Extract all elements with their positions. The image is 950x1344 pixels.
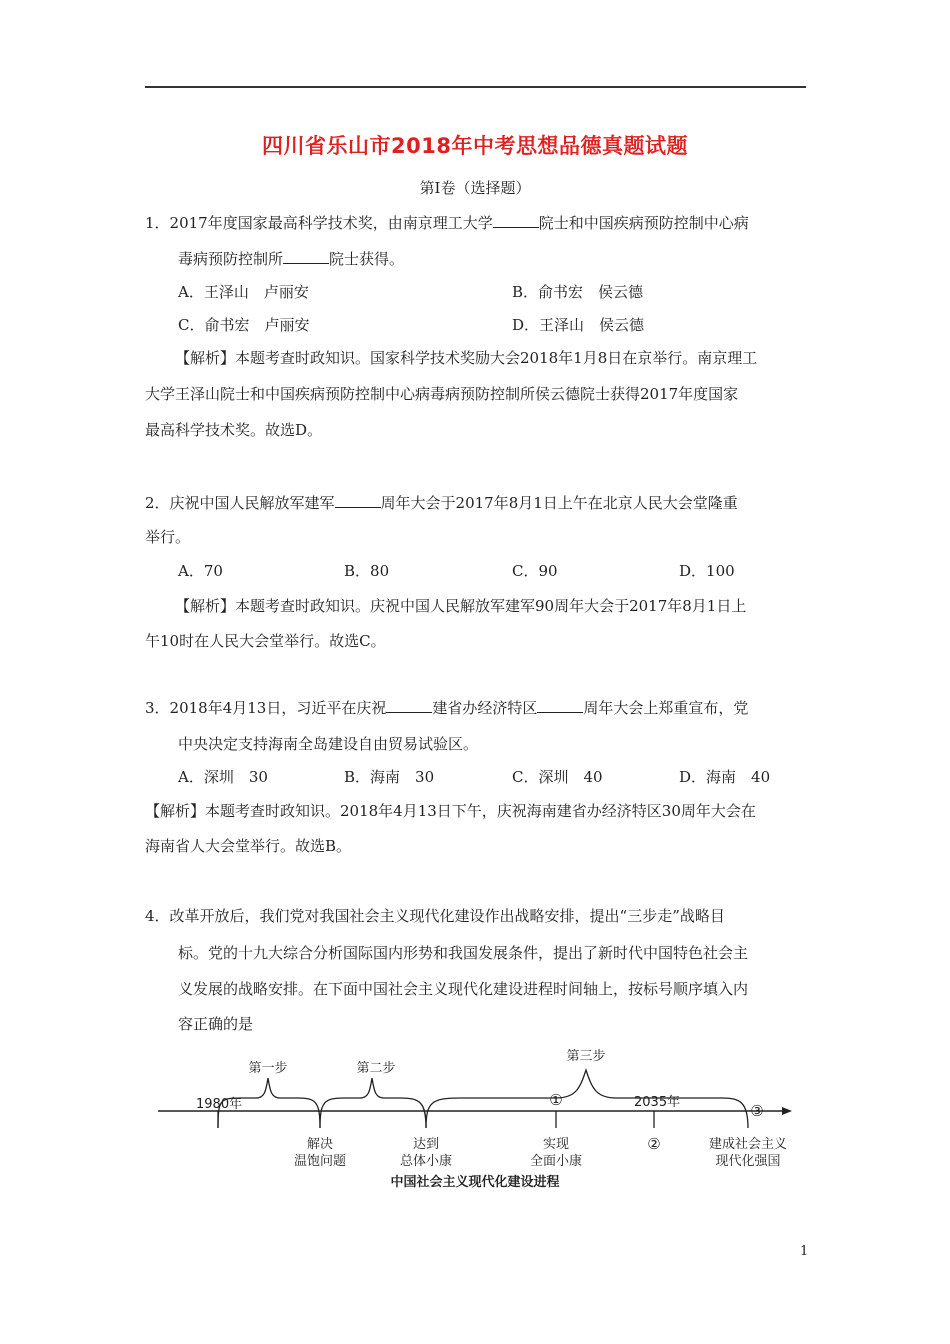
node-3-line-2: 全面小康 bbox=[529, 1154, 583, 1169]
year-1980-label: 1980年 bbox=[196, 1097, 243, 1112]
node-3-line-1: 实现 bbox=[542, 1137, 570, 1152]
step-1-label: 第一步 bbox=[248, 1061, 288, 1076]
axis-arrow-icon bbox=[782, 1107, 792, 1115]
year-2035-label: 2035年 bbox=[634, 1095, 681, 1110]
q2-option-d: D．100 bbox=[679, 562, 735, 580]
brace-step-3 bbox=[426, 1070, 748, 1128]
answer-blank bbox=[335, 492, 381, 508]
q1-analysis-line-1: 【解析】本题考查时政知识。国家科学技术奖励大会2018年1月8日在京举行。南京理工 bbox=[175, 349, 758, 367]
step-3-label: 第三步 bbox=[566, 1049, 606, 1064]
q3-option-c: C．深圳 40 bbox=[512, 768, 603, 786]
header-rule bbox=[145, 86, 806, 88]
marker-2: ② bbox=[647, 1135, 661, 1153]
timeline-caption: 中国社会主义现代化建设进程 bbox=[390, 1175, 560, 1190]
q3-analysis-line-2: 海南省人大会堂举行。故选B。 bbox=[145, 837, 352, 855]
q2-option-c: C．90 bbox=[512, 562, 558, 580]
q1-analysis-line-2: 大学王泽山院士和中国疾病预防控制中心病毒病预防控制所侯云德院士获得2017年度国家 bbox=[145, 385, 739, 403]
page-title: 四川省乐山市2018年中考思想品德真题试题 bbox=[262, 134, 688, 158]
q1-option-b: B．俞书宏 侯云德 bbox=[512, 283, 644, 301]
q3-stem-line-2: 中央决定支持海南全岛建设自由贸易试验区。 bbox=[178, 735, 479, 753]
q3-stem-line-1: 3．2018年4月13日，习近平在庆祝 建省办经济特区 周年大会上郑重宣布，党 bbox=[145, 699, 749, 717]
q2-option-b: B．80 bbox=[344, 562, 390, 580]
node-1-line-2: 温饱问题 bbox=[293, 1154, 347, 1169]
step-2-label: 第二步 bbox=[356, 1061, 396, 1076]
answer-blank bbox=[283, 248, 329, 264]
q1-stem-line-1: 1．2017年度国家最高科学技术奖，由南京理工大学 院士和中国疾病预防控制中心病 bbox=[145, 214, 749, 232]
node-1-line-1: 解决 bbox=[306, 1137, 334, 1152]
section-title: 第Ⅰ卷（选择题） bbox=[419, 179, 531, 197]
q4-stem-line-2: 标。党的十九大综合分析国际国内形势和我国发展条件，提出了新时代中国特色社会主 bbox=[178, 944, 749, 962]
q3-option-b: B．海南 30 bbox=[344, 768, 435, 786]
q2-stem-line-2: 举行。 bbox=[145, 528, 191, 546]
answer-blank bbox=[493, 212, 539, 228]
brace-step-2 bbox=[320, 1078, 426, 1128]
q3-option-d: D．海南 40 bbox=[679, 768, 771, 786]
q1-analysis-line-3: 最高科学技术奖。故选D。 bbox=[145, 421, 323, 439]
q1-stem-line-2: 毒病预防控制所 院士获得。 bbox=[178, 250, 405, 268]
node-4-line-1: 建成社会主义 bbox=[708, 1137, 788, 1152]
q1-option-d: D．王泽山 侯云德 bbox=[512, 316, 645, 334]
q1-option-a: A．王泽山 卢丽安 bbox=[178, 283, 309, 301]
q2-analysis-line-1: 【解析】本题考查时政知识。庆祝中国人民解放军建军90周年大会于2017年8月1日上 bbox=[175, 597, 747, 615]
q4-stem-line-4: 容正确的是 bbox=[178, 1015, 254, 1033]
q2-option-a: A．70 bbox=[178, 562, 223, 580]
page-number: 1 bbox=[800, 1244, 809, 1259]
answer-blank bbox=[537, 697, 583, 713]
q3-analysis-line-1: 【解析】本题考查时政知识。2018年4月13日下午，庆祝海南建省办经济特区30周年大会在 bbox=[145, 802, 756, 820]
q4-stem-line-3: 义发展的战略安排。在下面中国社会主义现代化建设进程时间轴上，按标号顺序填入内 bbox=[178, 980, 749, 998]
marker-1: ① bbox=[549, 1091, 563, 1109]
node-2-line-2: 总体小康 bbox=[399, 1154, 453, 1169]
q2-analysis-line-2: 午10时在人民大会堂举行。故选C。 bbox=[145, 632, 386, 650]
q1-option-c: C．俞书宏 卢丽安 bbox=[178, 316, 310, 334]
q4-stem-line-1: 4．改革开放后，我们党对我国社会主义现代化建设作出战略安排，提出“三步走”战略目 bbox=[145, 907, 725, 925]
answer-blank bbox=[386, 697, 432, 713]
node-4-line-2: 现代化强国 bbox=[715, 1154, 781, 1169]
marker-3: ③ bbox=[750, 1102, 764, 1120]
q2-stem-line-1: 2．庆祝中国人民解放军建军 周年大会于2017年8月1日上午在北京人民大会堂隆重 bbox=[145, 494, 738, 512]
q3-option-a: A．深圳 30 bbox=[178, 768, 268, 786]
timeline-diagram bbox=[0, 1040, 950, 1200]
node-2-line-1: 达到 bbox=[412, 1137, 440, 1152]
